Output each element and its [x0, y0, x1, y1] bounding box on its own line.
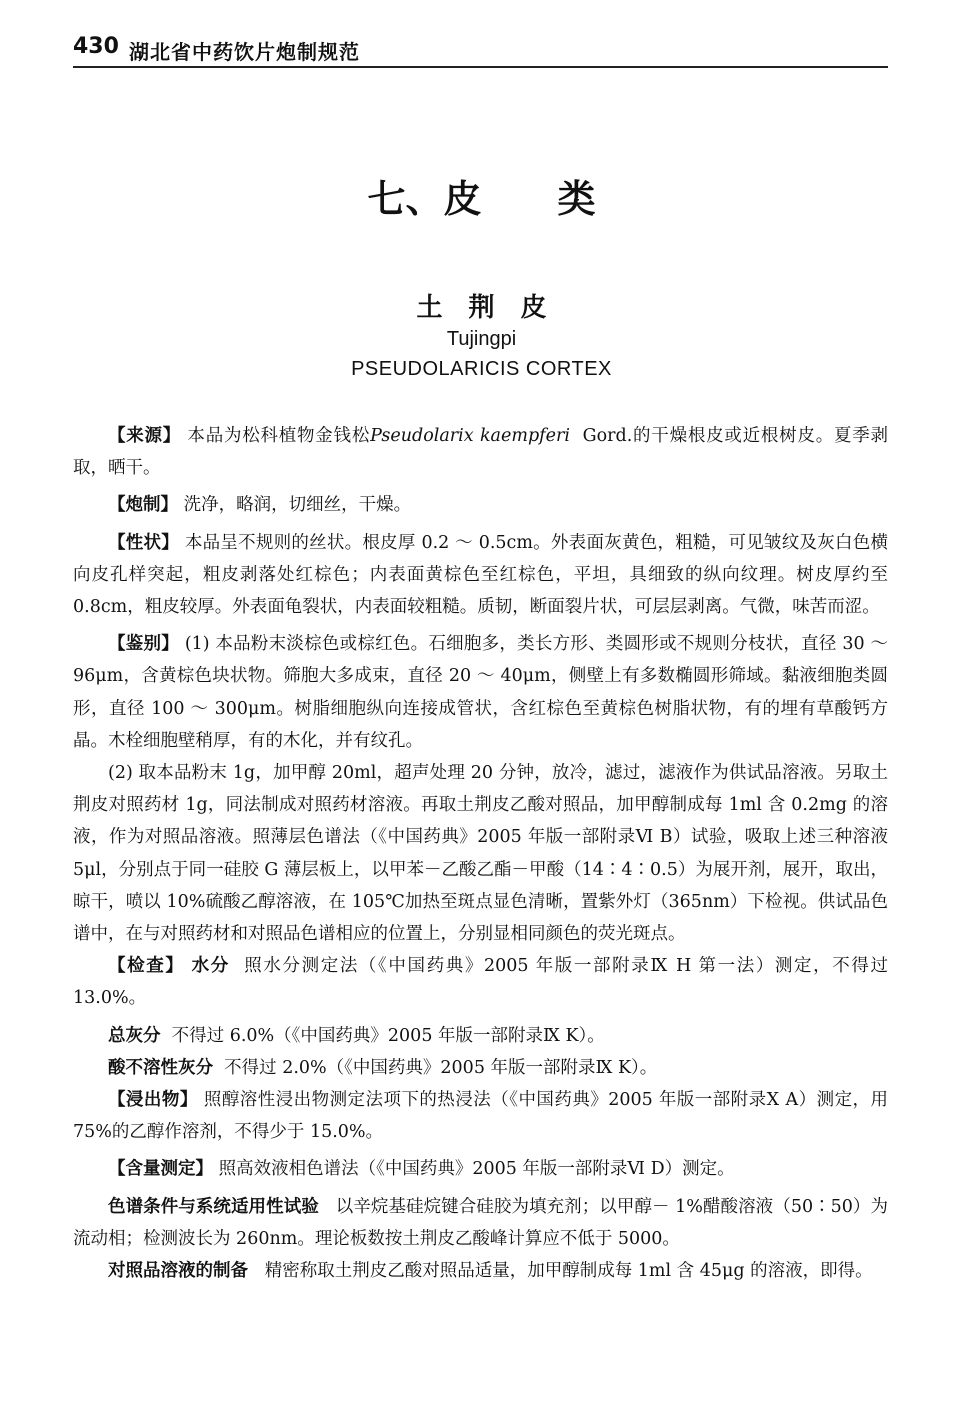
- monograph-pinyin: Tujingpi: [446, 328, 517, 350]
- identification-label: 【鉴别】: [108, 634, 179, 655]
- chromatography-paragraph: [73, 1191, 888, 1255]
- moisture-label: 水分: [191, 956, 230, 977]
- source-paragraph: [73, 420, 888, 484]
- processing-paragraph: [73, 489, 888, 521]
- source-text-pre: 本品为松科植物金钱松: [187, 426, 371, 446]
- extract-label: 【浸出物】: [108, 1090, 198, 1111]
- processing-label: 【炮制】: [108, 495, 178, 516]
- book-title: 湖北省中药饮片炮制规范: [129, 40, 360, 64]
- acid-ash-label: 酸不溶性灰分: [108, 1057, 213, 1078]
- total-ash-text: 不得过 6.0%（《中国药典》2005 年版一部附录Ⅸ K）。: [171, 1025, 605, 1046]
- monograph-name-cn: 土 荆 皮: [416, 293, 547, 323]
- identification-text-2: (2) 取本品粉末 1g，加甲醇 20ml，超声处理 20 分钟，放冷，滤过，滤液作为供试品溶液。另取土荆皮对照药材 1g，同法制成对照药材溶液。再取土荆皮乙酸对照品，加甲醇制成每 1ml 含 0.2mg 的溶液，作为对照品溶液。照薄层色谱法（《中国药典》2005 年版一部附录Ⅵ B）试验，吸取上述三种溶液 5μl，分别点于同一硅胶 G 薄层板上，以甲苯－乙酸乙酯－甲酸（14∶4∶0.5）为展开剂，展开，取出，晾干，喷以 10%硫酸乙醇溶液，在 105℃加热至斑点显色清晰，置紫外灯（365nm）下检视。供试品色谱中，在与对照药材和对照品色谱相应的位置上，分别显相同颜色的荧光斑点。: [73, 763, 888, 945]
- identification-paragraph-1: [73, 628, 888, 757]
- assay-label: 【含量测定】: [108, 1159, 213, 1180]
- acid-ash-paragraph: [73, 1052, 888, 1084]
- reference-solution-paragraph: [73, 1255, 888, 1287]
- inspection-label: 【检查】: [108, 956, 185, 977]
- extract-text: 照醇溶性浸出物测定法项下的热浸法（《中国药典》2005 年版一部附录Ⅹ A）测定，用 75%的乙醇作溶剂，不得少于 15.0%。: [73, 1090, 888, 1143]
- page-number: 430: [73, 34, 119, 59]
- reference-solution-label: 对照品溶液的制备: [108, 1261, 248, 1282]
- chromatography-text: 以辛烷基硅烷键合硅胶为填充剂；以甲醇－ 1%醋酸溶液（50∶50）为流动相；检测波长为 260nm。理论板数按土荆皮乙酸峰计算应不低于 5000。: [73, 1196, 888, 1249]
- inspection-paragraph: [73, 950, 888, 1014]
- character-text: 本品呈不规则的丝状。根皮厚 0.2 ～ 0.5cm。外表面灰黄色，粗糙，可见皱纹及灰白色横向皮孔样突起，粗皮剥落处红棕色；内表面黄棕色至红棕色，平坦，具细致的纵向纹理。树皮厚约至 0.8cm，粗皮较厚。外表面龟裂状，内表面较粗糙。质韧，断面裂片状，可层层剥离。气微，味苦而涩。: [73, 532, 889, 618]
- acid-ash-text: 不得过 2.0%（《中国药典》2005 年版一部附录Ⅸ K）。: [224, 1057, 658, 1078]
- source-label: 【来源】: [108, 426, 182, 446]
- monograph-latin-name: PSEUDOLARICIS CORTEX: [351, 358, 612, 380]
- source-latin-name: Pseudolarix kaempferi: [370, 426, 570, 446]
- total-ash-paragraph: [73, 1020, 888, 1052]
- identification-paragraph-2: [73, 757, 888, 950]
- monograph-body: [73, 420, 888, 1287]
- reference-solution-text: 精密称取土荆皮乙酸对照品适量，加甲醇制成每 1ml 含 45μg 的溶液，即得。: [264, 1261, 873, 1282]
- page-header: [73, 30, 888, 68]
- character-label: 【性状】: [108, 532, 180, 553]
- total-ash-label: 总灰分: [108, 1025, 161, 1046]
- character-paragraph: [73, 527, 888, 624]
- identification-text-1: (1) 本品粉末淡棕色或棕红色。石细胞多，类长方形、类圆形或不规则分枝状，直径 30 ～ 96μm，含黄棕色块状物。筛胞大多成束，直径 20 ～ 40μm，侧壁上有多数椭圆形筛域。黏液细胞类圆形，直径 100 ～ 300μm。树脂细胞纵向连接成管状，含红棕色至黄棕色树脂状物，有的埋有草酸钙方晶。木栓细胞壁稍厚，有的木化，并有纹孔。: [73, 634, 888, 751]
- moisture-text: 照水分测定法（《中国药典》2005 年版一部附录Ⅸ H 第一法）测定，不得过 13.0%。: [73, 956, 889, 1009]
- processing-text: 洗净，略润，切细丝，干燥。: [183, 495, 412, 516]
- chromatography-label: 色谱条件与系统适用性试验: [108, 1196, 319, 1217]
- assay-paragraph: [73, 1153, 888, 1185]
- assay-text: 照高效液相色谱法（《中国药典》2005 年版一部附录Ⅵ D）测定。: [218, 1159, 735, 1180]
- source-text-post: Gord.的干燥根皮或近根树皮。夏季剥取，晒干。: [73, 426, 889, 479]
- extract-paragraph: [73, 1084, 888, 1148]
- chapter-title: 七、皮 类: [367, 177, 596, 221]
